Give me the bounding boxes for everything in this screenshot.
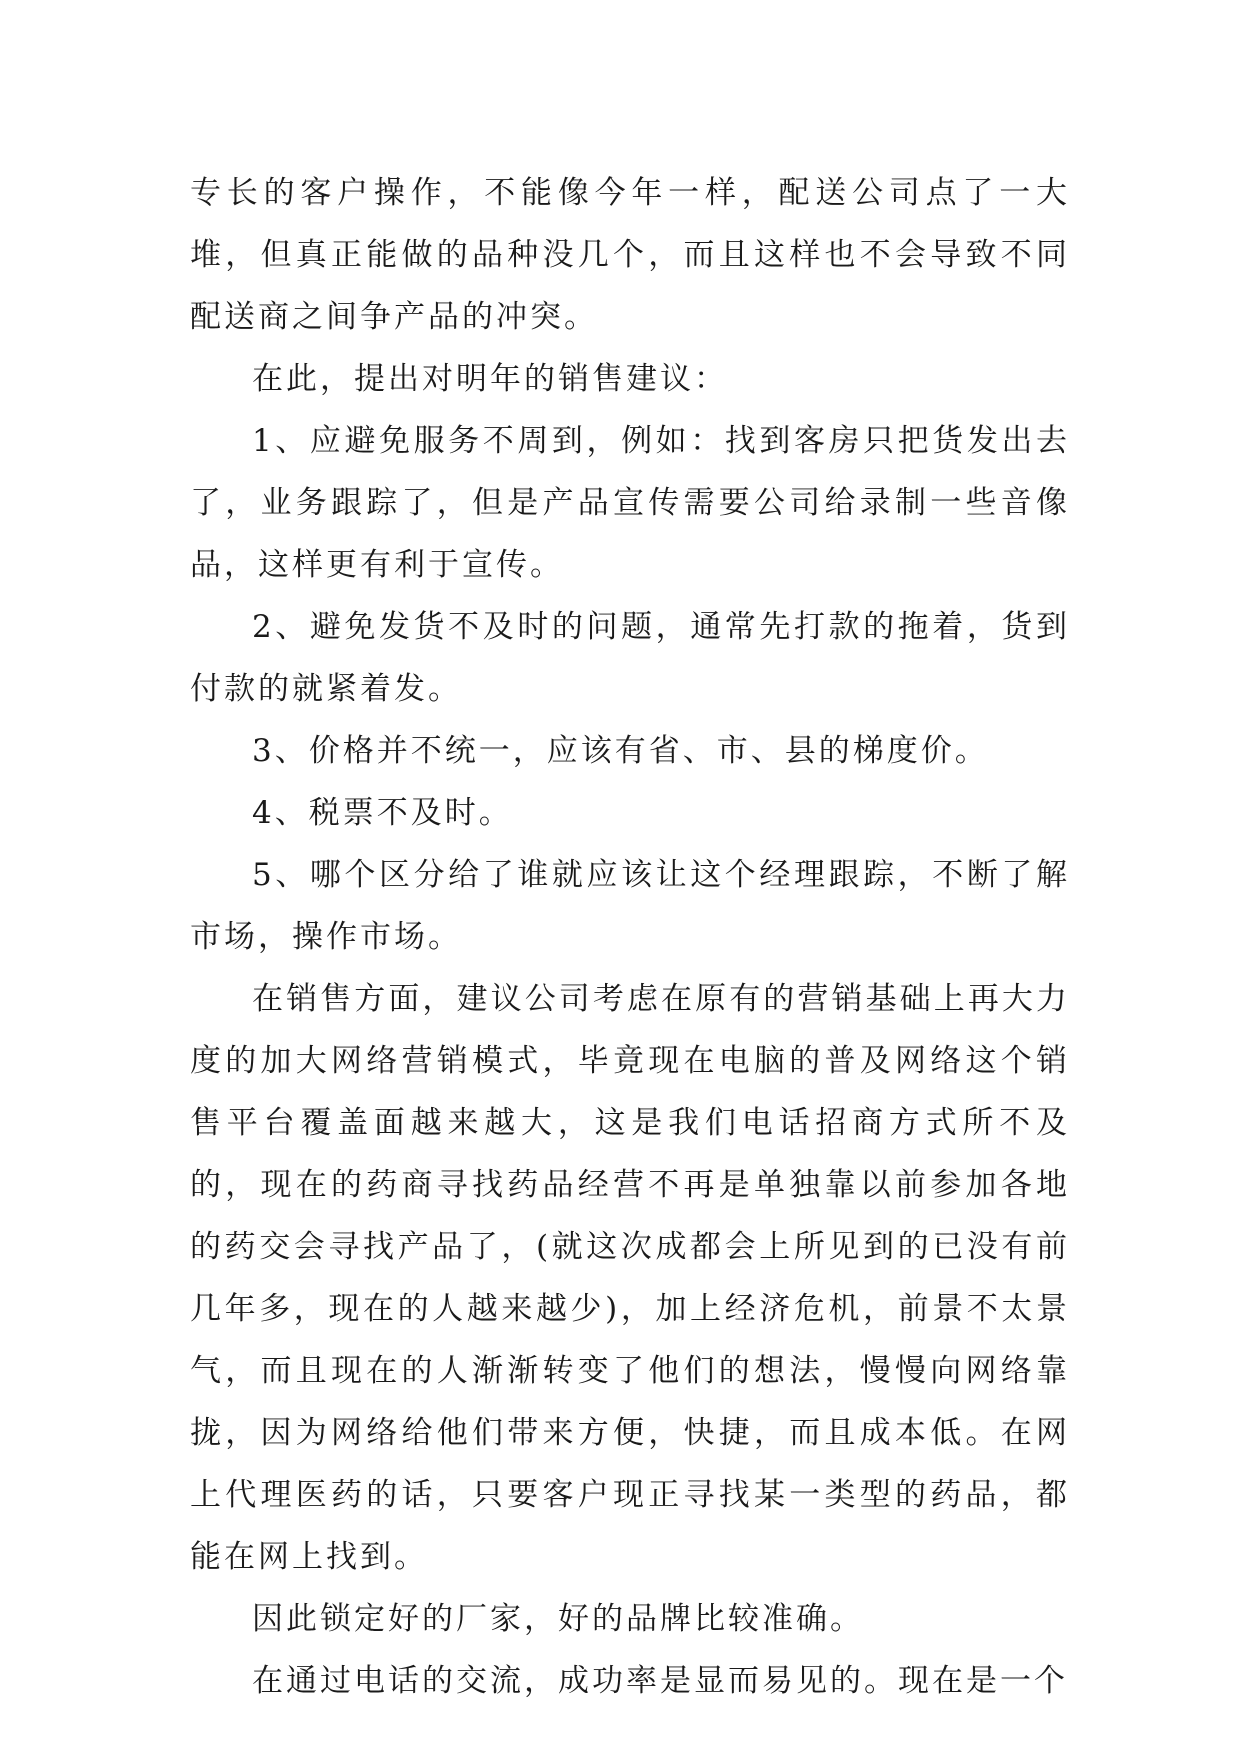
paragraph-suggestion-3: 3、价格并不统一，应该有省、市、县的梯度价。 [252, 733, 989, 769]
paragraph-network-marketing: 在销售方面，建议公司考虑在原有的营销基础上再大力度的加大网络营销模式，毕竟现在电脑的普及网络这个销售平台覆盖面越来越大，这是我们电话招商方式所不及的，现在的药商寻找药品经营不再是单独靠以前参加各地的药交会寻找产品了，(就这次成都会上所见到的已没有前几年多，现在的人越来越少)，加上经济危机，前景不太景气，而且现在的人渐渐转变了他们的想法，慢慢向网络靠拢，因为网络给他们带来方便，快捷，而且成本低。在网上代理医药的话，只要客户现正寻找某一类型的药品，都能在网上找到。 [190, 981, 1070, 1575]
paragraph-suggestions-intro: 在此，提出对明年的销售建议： [252, 361, 728, 397]
paragraph-continuation: 专长的客户操作，不能像今年一样，配送公司点了一大堆，但真正能做的品种没几个，而且这样也不会导致不同配送商之间争产品的冲突。 [190, 175, 1070, 335]
paragraph-phone: 在通过电话的交流，成功率是显而易见的。现在是一个 [252, 1663, 1068, 1699]
paragraph-suggestion-5: 5、哪个区分给了谁就应该让这个经理跟踪，不断了解市场，操作市场。 [190, 857, 1070, 955]
document-body [190, 162, 1070, 1712]
paragraph-brand: 因此锁定好的厂家，好的品牌比较准确。 [252, 1601, 864, 1637]
paragraph-suggestion-4: 4、税票不及时。 [252, 795, 513, 831]
paragraph-suggestion-2: 2、避免发货不及时的问题，通常先打款的拖着，货到付款的就紧着发。 [190, 609, 1070, 707]
paragraph-suggestion-1: 1、应避免服务不周到，例如：找到客房只把货发出去了，业务跟踪了，但是产品宣传需要公司给录制一些音像品，这样更有利于宣传。 [190, 423, 1070, 583]
